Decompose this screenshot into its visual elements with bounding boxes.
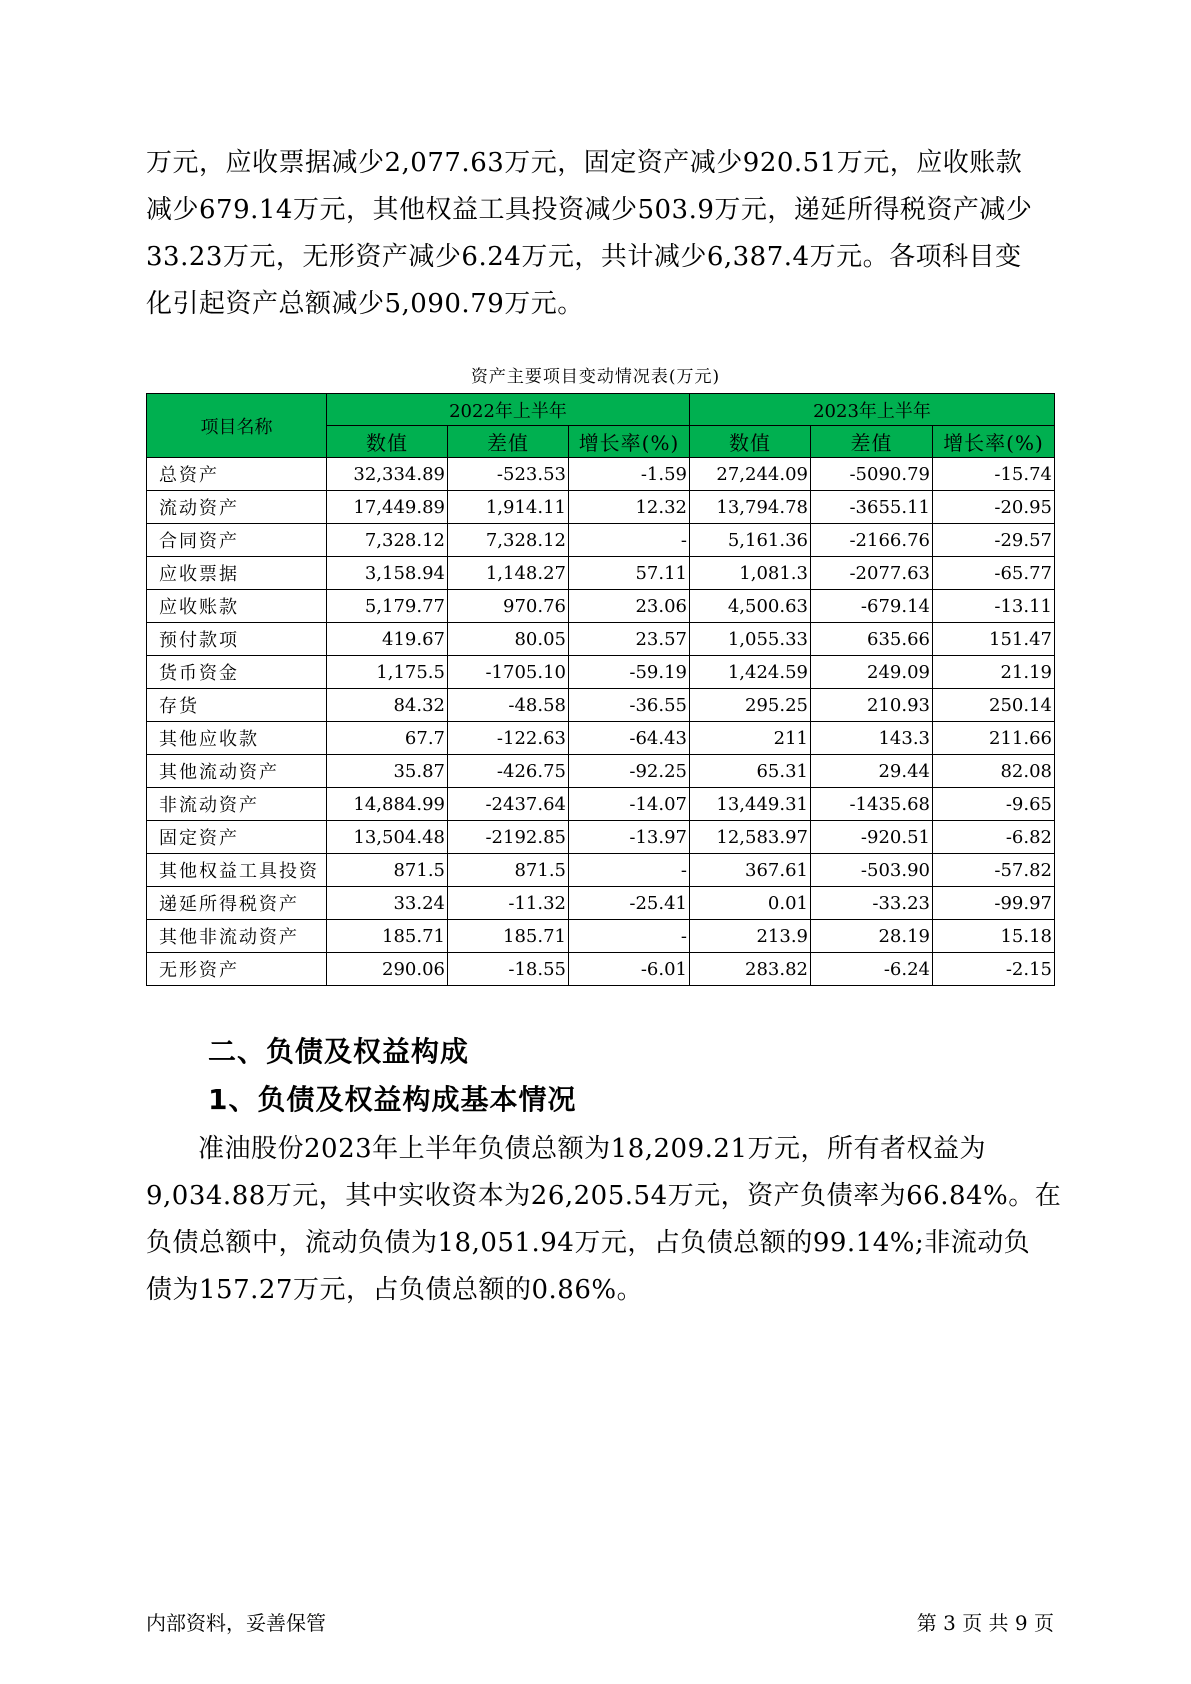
table-cell: -523.53 bbox=[448, 458, 569, 491]
header-period-2022: 2022年上半年 bbox=[327, 394, 690, 426]
table-cell: 12.32 bbox=[569, 491, 690, 524]
table-cell: 1,081.3 bbox=[690, 557, 811, 590]
table-cell: 283.82 bbox=[690, 953, 811, 986]
table-body bbox=[147, 458, 1055, 986]
section-line: 准油股份2023年上半年负债总额为18,209.21万元，所有者权益为 bbox=[198, 1134, 986, 1164]
table-row bbox=[147, 689, 1055, 722]
table-cell: -2077.63 bbox=[811, 557, 933, 590]
table-cell: -13.11 bbox=[933, 590, 1055, 623]
table-cell: -679.14 bbox=[811, 590, 933, 623]
row-item-name: 预付款项 bbox=[147, 623, 327, 656]
table-cell: -1705.10 bbox=[448, 656, 569, 689]
row-item-name: 总资产 bbox=[147, 458, 327, 491]
table-cell: 3,158.94 bbox=[327, 557, 448, 590]
table-cell: -25.41 bbox=[569, 887, 690, 920]
table-cell: 57.11 bbox=[569, 557, 690, 590]
table-cell: -64.43 bbox=[569, 722, 690, 755]
table-cell: 871.5 bbox=[448, 854, 569, 887]
section-paragraph bbox=[146, 1126, 1062, 1314]
row-item-name: 货币资金 bbox=[147, 656, 327, 689]
row-item-name: 非流动资产 bbox=[147, 788, 327, 821]
row-item-name: 无形资产 bbox=[147, 953, 327, 986]
table-cell: 5,179.77 bbox=[327, 590, 448, 623]
table-cell: 7,328.12 bbox=[448, 524, 569, 557]
table-cell: -6.24 bbox=[811, 953, 933, 986]
table-cell: -3655.11 bbox=[811, 491, 933, 524]
table-cell: 249.09 bbox=[811, 656, 933, 689]
table-row bbox=[147, 590, 1055, 623]
table-cell: 143.3 bbox=[811, 722, 933, 755]
table-cell: 14,884.99 bbox=[327, 788, 448, 821]
table-cell: 1,055.33 bbox=[690, 623, 811, 656]
table-row bbox=[147, 920, 1055, 953]
table-cell: -5090.79 bbox=[811, 458, 933, 491]
table-row bbox=[147, 557, 1055, 590]
header-diff: 差值 bbox=[448, 426, 569, 458]
table-cell: 67.7 bbox=[327, 722, 448, 755]
table-row bbox=[147, 854, 1055, 887]
table-cell: -59.19 bbox=[569, 656, 690, 689]
table-caption: 资产主要项目变动情况表(万元) bbox=[470, 367, 721, 387]
table-cell: - bbox=[569, 524, 690, 557]
table-cell: -2166.76 bbox=[811, 524, 933, 557]
table-cell: 13,504.48 bbox=[327, 821, 448, 854]
section-line: 负债总额中，流动负债为18,051.94万元，占负债总额的99.14%;非流动负 bbox=[146, 1228, 1031, 1258]
table-cell: 295.25 bbox=[690, 689, 811, 722]
table-cell: -503.90 bbox=[811, 854, 933, 887]
intro-paragraph bbox=[146, 140, 1046, 328]
table-cell: -92.25 bbox=[569, 755, 690, 788]
table-cell: 0.01 bbox=[690, 887, 811, 920]
table-cell: 290.06 bbox=[327, 953, 448, 986]
table-cell: -57.82 bbox=[933, 854, 1055, 887]
table-cell: 28.19 bbox=[811, 920, 933, 953]
table-row bbox=[147, 755, 1055, 788]
table-row bbox=[147, 524, 1055, 557]
header-rate: 增长率(%) bbox=[569, 426, 690, 458]
section-heading: 二、负债及权益构成 bbox=[208, 1035, 470, 1068]
table-cell: 15.18 bbox=[933, 920, 1055, 953]
header-period-2023: 2023年上半年 bbox=[690, 394, 1055, 426]
table-cell: -13.97 bbox=[569, 821, 690, 854]
table-cell: 1,424.59 bbox=[690, 656, 811, 689]
table-cell: -18.55 bbox=[448, 953, 569, 986]
row-item-name: 其他应收款 bbox=[147, 722, 327, 755]
table-cell: 82.08 bbox=[933, 755, 1055, 788]
table-cell: -1435.68 bbox=[811, 788, 933, 821]
row-item-name: 其他非流动资产 bbox=[147, 920, 327, 953]
table-row bbox=[147, 623, 1055, 656]
table-cell: 1,148.27 bbox=[448, 557, 569, 590]
section-line: 债为157.27万元，占负债总额的0.86%。 bbox=[146, 1275, 644, 1305]
table-cell: 35.87 bbox=[327, 755, 448, 788]
table-cell: -65.77 bbox=[933, 557, 1055, 590]
table-cell: 210.93 bbox=[811, 689, 933, 722]
table-row bbox=[147, 821, 1055, 854]
table-cell: 250.14 bbox=[933, 689, 1055, 722]
table-cell: 970.76 bbox=[448, 590, 569, 623]
header-value: 数值 bbox=[327, 426, 448, 458]
table-row bbox=[147, 458, 1055, 491]
header-rate: 增长率(%) bbox=[933, 426, 1055, 458]
table-cell: -14.07 bbox=[569, 788, 690, 821]
row-item-name: 递延所得税资产 bbox=[147, 887, 327, 920]
row-item-name: 其他流动资产 bbox=[147, 755, 327, 788]
intro-line: 化引起资产总额减少5,090.79万元。 bbox=[146, 289, 584, 319]
row-item-name: 应收账款 bbox=[147, 590, 327, 623]
table-cell: 80.05 bbox=[448, 623, 569, 656]
table-cell: 21.19 bbox=[933, 656, 1055, 689]
table-cell: -33.23 bbox=[811, 887, 933, 920]
table-cell: -20.95 bbox=[933, 491, 1055, 524]
table-cell: 5,161.36 bbox=[690, 524, 811, 557]
table-cell: 12,583.97 bbox=[690, 821, 811, 854]
footer-page-number: 第 3 页 共 9 页 bbox=[916, 1611, 1054, 1635]
table-cell: 185.71 bbox=[327, 920, 448, 953]
table-cell: 151.47 bbox=[933, 623, 1055, 656]
table-cell: -99.97 bbox=[933, 887, 1055, 920]
table-cell: -122.63 bbox=[448, 722, 569, 755]
table-cell: - bbox=[569, 920, 690, 953]
row-item-name: 流动资产 bbox=[147, 491, 327, 524]
table-cell: 635.66 bbox=[811, 623, 933, 656]
table-cell: 27,244.09 bbox=[690, 458, 811, 491]
table-row bbox=[147, 788, 1055, 821]
table-cell: 211 bbox=[690, 722, 811, 755]
table-cell: 1,175.5 bbox=[327, 656, 448, 689]
table-cell: 4,500.63 bbox=[690, 590, 811, 623]
table-cell: 13,449.31 bbox=[690, 788, 811, 821]
table-cell: 65.31 bbox=[690, 755, 811, 788]
table-cell: -2192.85 bbox=[448, 821, 569, 854]
table-row bbox=[147, 953, 1055, 986]
section-line: 9,034.88万元，其中实收资本为26,205.54万元，资产负债率为66.84%。在 bbox=[146, 1181, 1062, 1211]
table-cell: 23.06 bbox=[569, 590, 690, 623]
table-cell: 185.71 bbox=[448, 920, 569, 953]
table-cell: 213.9 bbox=[690, 920, 811, 953]
table-cell: -29.57 bbox=[933, 524, 1055, 557]
row-item-name: 存货 bbox=[147, 689, 327, 722]
intro-line: 33.23万元，无形资产减少6.24万元，共计减少6,387.4万元。各项科目变 bbox=[146, 242, 1022, 272]
table-cell: -36.55 bbox=[569, 689, 690, 722]
header-item-name: 项目名称 bbox=[147, 394, 327, 458]
table-cell: 32,334.89 bbox=[327, 458, 448, 491]
table-cell: -9.65 bbox=[933, 788, 1055, 821]
table-cell: -2.15 bbox=[933, 953, 1055, 986]
table-cell: 29.44 bbox=[811, 755, 933, 788]
table-cell: -6.82 bbox=[933, 821, 1055, 854]
table-cell: 33.24 bbox=[327, 887, 448, 920]
table-cell: -11.32 bbox=[448, 887, 569, 920]
header-value: 数值 bbox=[690, 426, 811, 458]
table-cell: 367.61 bbox=[690, 854, 811, 887]
table-row bbox=[147, 722, 1055, 755]
table-cell: -426.75 bbox=[448, 755, 569, 788]
table-cell: - bbox=[569, 854, 690, 887]
table-cell: 23.57 bbox=[569, 623, 690, 656]
footer-confidential: 内部资料，妥善保管 bbox=[146, 1611, 326, 1635]
assets-table bbox=[146, 393, 1055, 986]
table-cell: 17,449.89 bbox=[327, 491, 448, 524]
intro-line: 减少679.14万元，其他权益工具投资减少503.9万元，递延所得税资产减少 bbox=[146, 195, 1033, 225]
table-cell: -6.01 bbox=[569, 953, 690, 986]
table-cell: 7,328.12 bbox=[327, 524, 448, 557]
header-diff: 差值 bbox=[811, 426, 933, 458]
table-cell: -2437.64 bbox=[448, 788, 569, 821]
table-cell: 211.66 bbox=[933, 722, 1055, 755]
table-cell: -15.74 bbox=[933, 458, 1055, 491]
section-subheading: 1、负债及权益构成基本情况 bbox=[208, 1083, 577, 1116]
row-item-name: 应收票据 bbox=[147, 557, 327, 590]
table-row bbox=[147, 656, 1055, 689]
table-row bbox=[147, 887, 1055, 920]
table-cell: 1,914.11 bbox=[448, 491, 569, 524]
table-cell: -920.51 bbox=[811, 821, 933, 854]
intro-line: 万元，应收票据减少2,077.63万元，固定资产减少920.51万元，应收账款 bbox=[146, 148, 1023, 178]
table-cell: 871.5 bbox=[327, 854, 448, 887]
table-cell: 419.67 bbox=[327, 623, 448, 656]
table-row bbox=[147, 491, 1055, 524]
row-item-name: 合同资产 bbox=[147, 524, 327, 557]
table-cell: 13,794.78 bbox=[690, 491, 811, 524]
table-cell: -48.58 bbox=[448, 689, 569, 722]
row-item-name: 固定资产 bbox=[147, 821, 327, 854]
row-item-name: 其他权益工具投资 bbox=[147, 854, 327, 887]
table-cell: -1.59 bbox=[569, 458, 690, 491]
table-cell: 84.32 bbox=[327, 689, 448, 722]
